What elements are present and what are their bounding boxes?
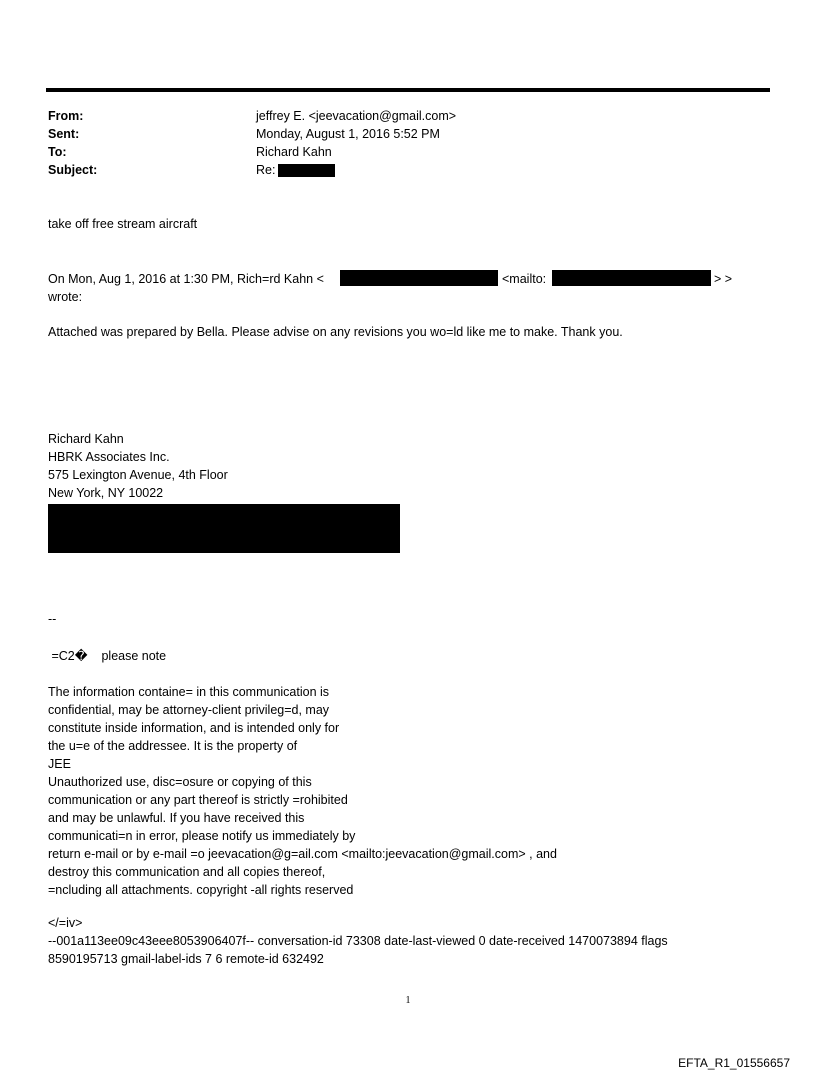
signature-address: 575 Lexington Avenue, 4th Floor <box>48 468 228 482</box>
please-note: =C2� please note <box>48 649 167 663</box>
signature-city: New York, NY 10022 <box>48 486 164 500</box>
signature-name: Richard Kahn <box>48 432 124 446</box>
meta-line-2: 8590195713 gmail-label-ids 7 6 remote-id 632492 <box>48 952 324 966</box>
disclaimer-line: and may be unlawful. If you have received this <box>48 811 305 825</box>
disclaimer-line: the u=e of the addressee. It is the property of <box>48 739 298 753</box>
disclaimer-line: constitute inside information, and is intended only for <box>48 721 340 735</box>
sent-label: Sent: <box>48 127 80 141</box>
subject-value: Re: <box>256 163 276 177</box>
disclaimer-line: JEE <box>48 757 71 771</box>
reply-text: take off free stream aircraft <box>48 217 198 231</box>
closing-tag: </=iv> <box>48 916 83 930</box>
attached-text: Attached was prepared by Bella. Please advise on any revisions you wo=ld like me to make. Thank you. <box>48 325 623 339</box>
meta-line-1: --001a113ee09c43eee8053906407f-- conversation-id 73308 date-last-viewed 0 date-received 1470073894 flags <box>48 934 668 948</box>
page-number: 1 <box>405 995 411 1006</box>
subject-redaction <box>278 164 335 177</box>
disclaimer-line: return e-mail or by e-mail =o jeevacation@g=ail.com <mailto:jeevacation@gmail.com> , and <box>48 847 557 861</box>
to-label: To: <box>48 145 67 159</box>
signature-company: HBRK Associates Inc. <box>48 450 170 464</box>
disclaimer-line: communicati=n in error, please notify us immediately by <box>48 829 356 843</box>
signature-redaction <box>48 504 400 553</box>
from-value: jeffrey E. <jeevacation@gmail.com> <box>256 109 457 123</box>
email-redaction-1 <box>340 270 498 286</box>
disclaimer-line: Unauthorized use, disc=osure or copying of this <box>48 775 312 789</box>
disclaimer-line: confidential, may be attorney-client privileg=d, may <box>48 703 330 717</box>
quote-intro-start: On Mon, Aug 1, 2016 at 1:30 PM, Rich=rd Kahn < <box>48 272 324 286</box>
quote-intro-mailto: <mailto: <box>502 272 547 286</box>
from-label: From: <box>48 109 84 123</box>
email-redaction-2 <box>552 270 711 286</box>
quote-intro-wrote: wrote: <box>48 290 83 304</box>
disclaimer-line: The information containe= in this communication is <box>48 685 330 699</box>
quote-intro-end: > > <box>714 272 733 286</box>
sent-value: Monday, August 1, 2016 5:52 PM <box>256 127 440 141</box>
to-value: Richard Kahn <box>256 145 332 159</box>
disclaimer-line: =ncluding all attachments. copyright -all rights reserved <box>48 883 354 897</box>
header-rule <box>46 88 770 92</box>
disclaimer-line: communication or any part thereof is strictly =rohibited <box>48 793 348 807</box>
footer-dashes: -- <box>48 612 57 626</box>
document-id: EFTA_R1_01556657 <box>678 1056 790 1070</box>
disclaimer-line: destroy this communication and all copies thereof, <box>48 865 326 879</box>
disclaimer <box>48 683 557 899</box>
subject-label: Subject: <box>48 163 98 177</box>
